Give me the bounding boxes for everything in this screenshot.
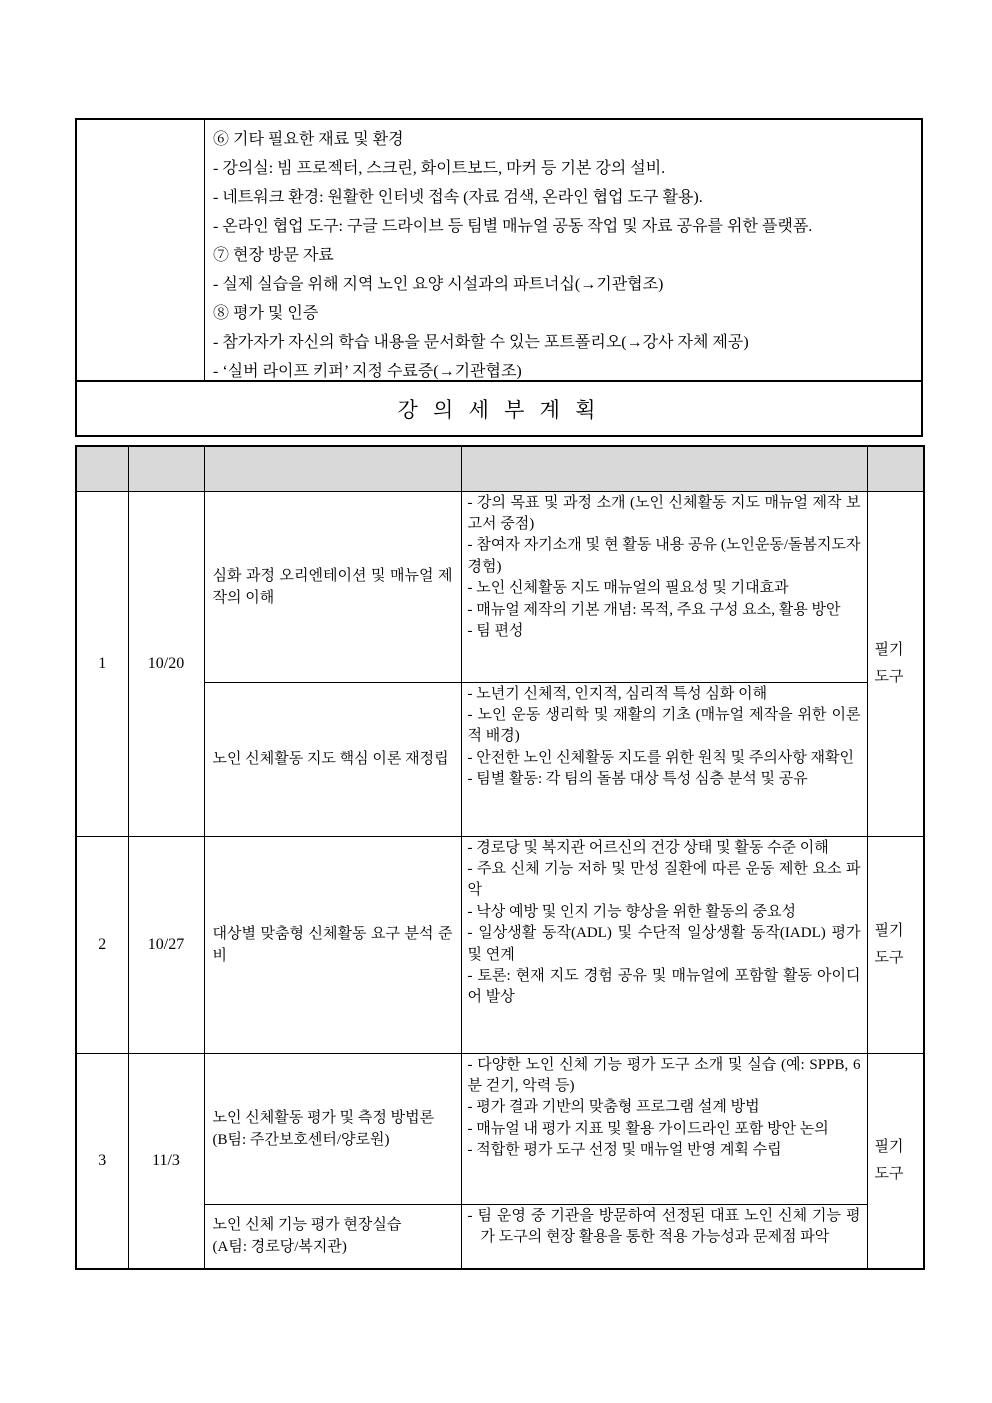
content-bullet: - 적합한 평가 도구 선정 및 매뉴얼 반영 계획 수립 <box>467 1142 782 1159</box>
header-cell-topic <box>204 446 461 491</box>
content-bullet: - 노인 신체활동 지도 매뉴얼의 필요성 및 기대효과 <box>467 580 789 597</box>
session-content <box>461 836 867 1053</box>
content-bullet: - 팀 편성 <box>467 622 524 639</box>
session-content <box>461 682 867 836</box>
session-tools: 필기 도구 <box>867 491 924 836</box>
table-row <box>76 491 924 682</box>
content-bullet: - 토론: 현재 지도 경험 공유 및 매뉴얼에 포함할 활동 아이디어 발상 <box>467 967 861 1006</box>
content-bullet: - 참여자 자기소개 및 현 활동 내용 공유 (노인운동/돌봄지도자 경험) <box>467 537 861 575</box>
content-bullet: - 팀 운영 중 기관을 방문하여 선정된 대표 노인 신체 기능 평가 도구의 현장 활용을 통한 적용 가능성과 문제점 파악 <box>467 1207 861 1245</box>
session-topic <box>204 682 461 836</box>
content-bullet: - 안전한 노인 신체활동 지도를 위한 원칙 및 주의사항 재확인 <box>467 749 855 766</box>
topic-line: 노인 신체활동 지도 핵심 이론 재정립 <box>212 751 449 767</box>
session-content <box>461 491 867 682</box>
section-title: 강 의 세 부 계 획 <box>397 397 601 422</box>
materials-left-empty-cell <box>77 120 205 380</box>
content-bullet: - 낙상 예방 및 인지 기능 향상을 위한 활동의 중요성 <box>467 903 797 920</box>
session-content <box>461 1204 867 1269</box>
section-title-box <box>75 380 923 437</box>
topic-line: (B팀: 주간보호센터/양로원) <box>212 1131 390 1148</box>
content-bullet: - 일상생활 동작(ADL) 및 수단적 일상생활 동작(IADL) 평가 및 연계 <box>467 925 861 963</box>
session-topic <box>204 1053 461 1204</box>
session-tools: 필기 도구 <box>867 836 924 1053</box>
table-row <box>76 682 924 836</box>
session-number: 1 <box>76 491 128 836</box>
content-bullet: - 주요 신체 기능 저하 및 만성 질환에 따른 운동 제한 요소 파악 <box>467 860 861 899</box>
materials-heading: ⑧ 평가 및 인증 <box>213 305 319 322</box>
table-row <box>76 836 924 1053</box>
header-cell-date <box>128 446 204 491</box>
content-bullet: - 노년기 신체적, 인지적, 심리적 특성 심화 이해 <box>467 685 768 702</box>
header-cell-no <box>76 446 128 491</box>
topic-line: 대상별 맞춤형 신체활동 요구 분석 준비 <box>212 925 453 964</box>
header-cell-content <box>461 446 867 491</box>
content-bullet: - 강의 목표 및 과정 소개 (노인 신체활동 지도 매뉴얼 제작 보고서 중점) <box>467 494 861 532</box>
session-date: 10/20 <box>128 491 204 836</box>
content-bullet: - 노인 운동 생리학 및 재활의 기초 (매뉴얼 제작을 위한 이론적 배경) <box>467 706 861 745</box>
session-content <box>461 1053 867 1204</box>
topic-line: (A팀: 경로당/복지관) <box>212 1239 347 1256</box>
topic-line: 노인 신체 기능 평가 현장실습 <box>212 1217 402 1234</box>
table-row <box>76 1053 924 1204</box>
header-row <box>76 446 924 491</box>
session-topic <box>204 836 461 1053</box>
session-date: 10/27 <box>128 836 204 1053</box>
session-number: 2 <box>76 836 128 1053</box>
session-date: 11/3 <box>128 1053 204 1269</box>
materials-heading: ⑥ 기타 필요한 재료 및 환경 <box>213 131 404 148</box>
table-row <box>76 1204 924 1269</box>
content-bullet: - 팀별 활동: 각 팀의 돌봄 대상 특성 심층 분석 및 공유 <box>467 771 808 788</box>
topic-line: 노인 신체활동 평가 및 측정 방법론 <box>212 1109 435 1126</box>
content-bullet: - 평가 결과 기반의 맞춤형 프로그램 설계 방법 <box>467 1099 760 1116</box>
content-bullet: - 매뉴얼 내 평가 지표 및 활용 가이드라인 포함 방안 논의 <box>467 1120 829 1137</box>
content-bullet: - 다양한 노인 신체 기능 평가 도구 소개 및 실습 (예: SPPB, 6분 걷기, 악력 등) <box>467 1056 861 1094</box>
materials-content <box>205 120 921 380</box>
topic-line: 심화 과정 오리엔테이션 및 매뉴얼 제작의 이해 <box>212 567 453 606</box>
materials-line: - 참가자가 자신의 학습 내용을 문서화할 수 있는 포트폴리오(→강사 자체 제공) <box>213 334 749 351</box>
session-tools: 필기 도구 <box>867 1053 924 1269</box>
materials-line: - ‘실버 라이프 키퍼’ 지정 수료증(→기관협조) <box>213 363 522 380</box>
materials-line: - 강의실: 빔 프로젝터, 스크린, 화이트보드, 마커 등 기본 강의 설비. <box>213 160 666 177</box>
materials-section <box>75 118 923 380</box>
schedule-table <box>75 445 925 1270</box>
materials-heading: ⑦ 현장 방문 자료 <box>213 247 334 264</box>
session-topic <box>204 491 461 682</box>
materials-line: - 네트워크 환경: 원활한 인터넷 접속 (자료 검색, 온라인 협업 도구 활용). <box>213 189 703 206</box>
materials-line: - 온라인 협업 도구: 구글 드라이브 등 팀별 매뉴얼 공동 작업 및 자료 공유를 위한 플랫폼. <box>213 218 813 235</box>
session-topic <box>204 1204 461 1269</box>
content-bullet: - 경로당 및 복지관 어르신의 건강 상태 및 활동 수준 이해 <box>467 839 829 856</box>
header-cell-tool <box>867 446 924 491</box>
session-number: 3 <box>76 1053 128 1269</box>
content-bullet: - 매뉴얼 제작의 기본 개념: 목적, 주요 구성 요소, 활용 방안 <box>467 601 841 618</box>
materials-line: - 실제 실습을 위해 지역 노인 요양 시설과의 파트너십(→기관협조) <box>213 276 664 293</box>
